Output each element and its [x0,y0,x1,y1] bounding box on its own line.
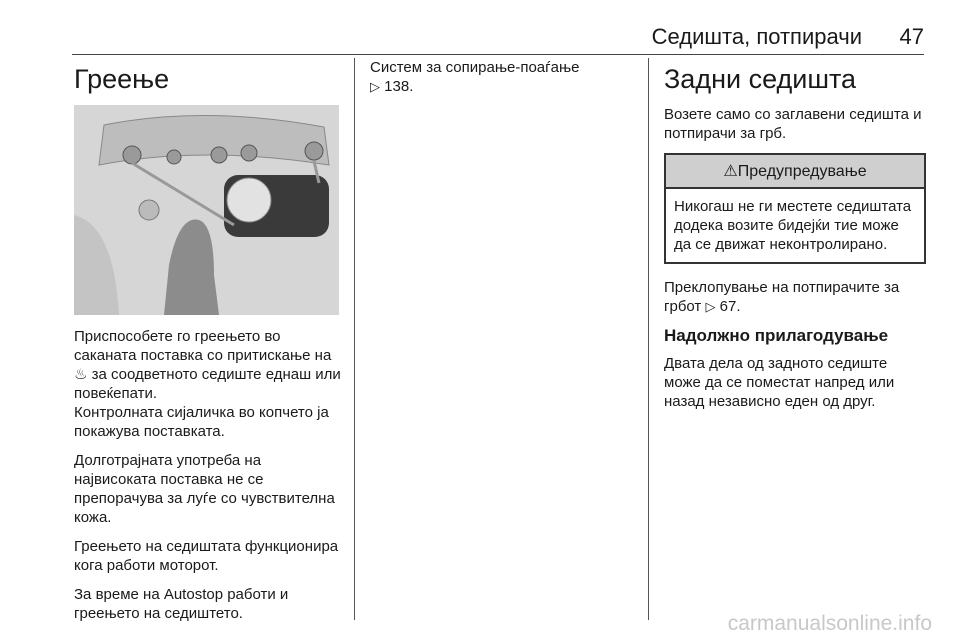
para-heating-adjust [74,327,344,441]
section-title: Седишта, потпирачи [651,24,862,49]
page-reference[interactable]: 138. [384,78,414,95]
seat-heating-photo-illustration [74,105,339,315]
page-reference[interactable]: 67. [719,298,741,315]
warning-triangle-icon: ⚠ [723,163,738,180]
warning-body [666,189,924,262]
seat-heating-icon: ♨ [74,366,88,383]
heading-rear-seats: Задни седишта [664,64,857,94]
column-middle [370,58,640,106]
text-heating-adjust-b: за соодветното седиште еднаш или повеќепати. [74,366,341,402]
text-heating-indicator: Контролната сијаличка во копчето ја покажува поставката. [74,404,329,440]
heading-heating: Греење [74,64,170,94]
para-stop-start [370,58,640,96]
watermark: carmanualsonline.info [727,612,932,635]
warning-title: Предупредување [737,163,867,180]
column-divider [648,58,649,620]
right-triangle-icon: ▷ [705,299,716,314]
para-autostop: За време на Autostop работи и греењето на седиштето. [74,586,289,622]
subheading-longitudinal: Надолжно прилагодување [664,326,889,345]
text-heating-adjust-a: Приспособете го греењето во саканата поставка со притискање на [74,328,332,364]
text-stop-start: Систем за сопирање-поаѓање [370,59,580,76]
page-header [72,22,924,54]
para-long-use: Долготрајната употреба на највисоката поставка не се препорачува за луѓе со чувствителна кожа. [74,452,335,526]
column-divider [354,58,355,620]
para-rear-seats: Возете само со заглавени седишта и потпирачи за грб. [664,106,922,142]
column-right [664,58,926,421]
right-triangle-icon: ▷ [370,79,380,94]
seat-heating-photo [74,105,339,315]
column-left [74,58,344,633]
page-number: 47 [899,24,924,49]
para-longitudinal: Двата дела од задното седиште може да се поместат напред или назад независно еден од друг. [664,355,895,410]
warning-header [666,155,924,189]
warning-box [664,153,926,264]
para-engine-running: Греењето на седиштата функционира кога работи моторот. [74,538,339,574]
text-folding: Преклопување на потпирачите за грбот [664,279,900,315]
para-folding [664,278,926,316]
header-rule [72,54,924,55]
warning-text: Никогаш не ги местете седиштата додека возите бидејќи тие може да се движат неконтролирано. [674,198,912,253]
